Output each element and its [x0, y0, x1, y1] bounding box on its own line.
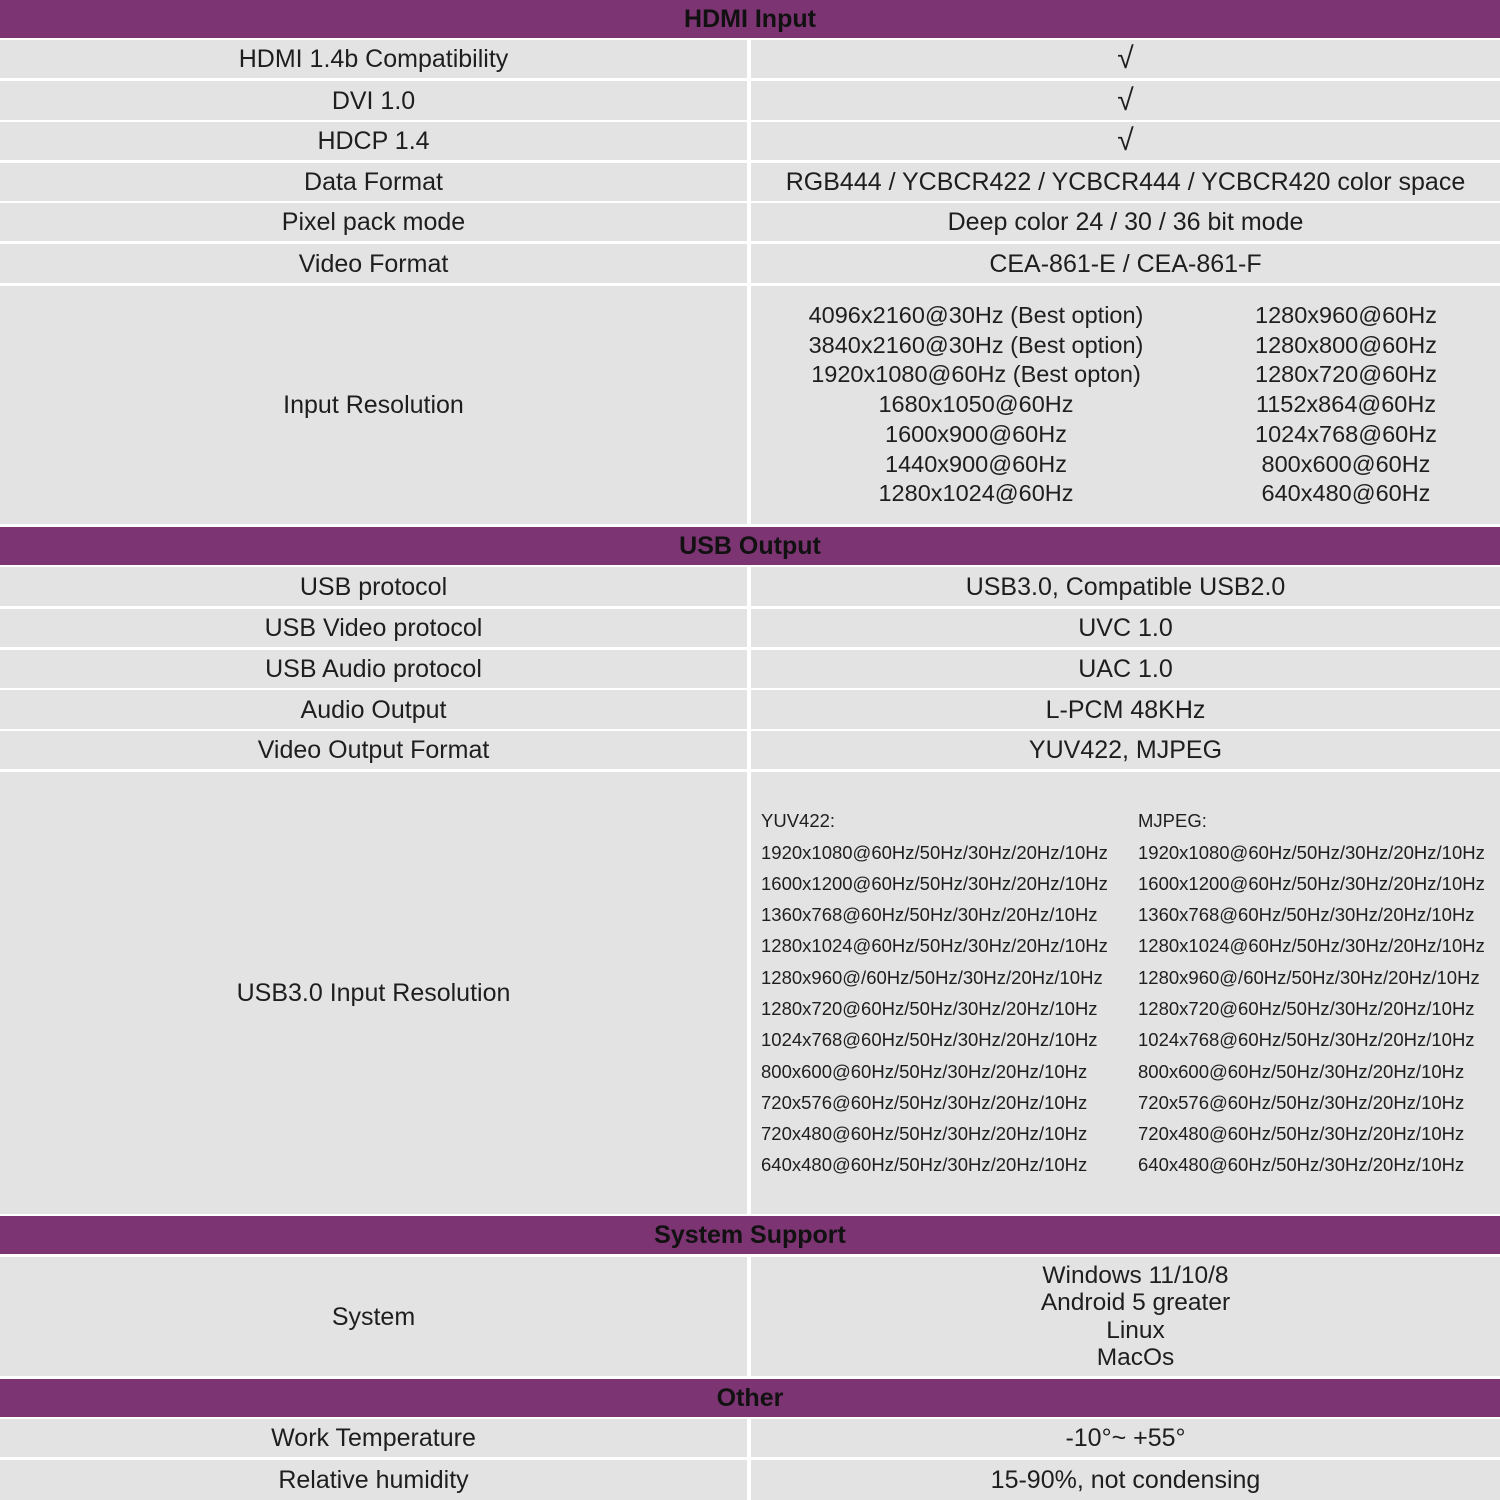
list-item: 1600x900@60Hz: [885, 420, 1067, 447]
list-item: 640x480@60Hz/50Hz/30Hz/20Hz/10Hz: [1138, 1154, 1465, 1176]
list-item: 3840x2160@30Hz (Best option): [808, 331, 1144, 358]
table-row: [0, 731, 1500, 769]
row-label: USB Video protocol: [0, 609, 747, 647]
system-list: [751, 1257, 1500, 1376]
list-item: Linux: [1106, 1316, 1165, 1344]
list-item: 640x480@60Hz/50Hz/30Hz/20Hz/10Hz: [761, 1154, 1088, 1176]
table-row: [0, 650, 1500, 688]
list-item: 1152x864@60Hz: [1255, 391, 1437, 418]
list-item: MacOs: [1096, 1344, 1175, 1371]
section-title: USB Output: [679, 531, 821, 560]
resolution-list: [751, 286, 1500, 524]
table-row: [0, 81, 1500, 120]
table-row: [0, 1419, 1500, 1457]
row-label: HDCP 1.4: [0, 122, 747, 160]
table-row: [0, 1257, 1500, 1376]
row-value: UAC 1.0: [751, 650, 1500, 688]
table-row: [0, 609, 1500, 647]
row-value: YUV422, MJPEG: [751, 731, 1500, 769]
row-value: RGB444 / YCBCR422 / YCBCR444 / YCBCR420 color space: [751, 163, 1500, 201]
resolution-column-2: [1201, 301, 1491, 509]
row-label: Video Format: [0, 244, 747, 283]
row-label: Pixel pack mode: [0, 203, 747, 241]
section-header-hdmi-input: [0, 0, 1500, 38]
list-item: Windows 11/10/8: [1042, 1261, 1229, 1289]
checkmark-icon: √: [751, 40, 1500, 78]
section-title: System Support: [654, 1220, 846, 1249]
list-item: 1280x1024@60Hz: [878, 480, 1074, 507]
list-item: Android 5 greater: [1040, 1289, 1231, 1316]
list-item: 1920x1080@60Hz/50Hz/30Hz/20Hz/10Hz: [1138, 841, 1485, 863]
table-row: [0, 1460, 1500, 1500]
list-item: 800x600@60Hz: [1261, 450, 1431, 477]
row-label: HDMI 1.4b Compatibility: [0, 40, 747, 78]
list-item: 1280x720@60Hz/50Hz/30Hz/20Hz/10Hz: [1138, 998, 1475, 1019]
checkmark-icon: √: [751, 122, 1500, 160]
usb-input-resolution-row: [0, 772, 1500, 1214]
row-value: Deep color 24 / 30 / 36 bit mode: [751, 203, 1500, 241]
table-row: [0, 203, 1500, 241]
row-label: Video Output Format: [0, 731, 747, 769]
list-item: 800x600@60Hz/50Hz/30Hz/20Hz/10Hz: [761, 1060, 1088, 1082]
resolution-column-1: [751, 301, 1201, 509]
list-item: 1024x768@60Hz/50Hz/30Hz/20Hz/10Hz: [761, 1029, 1098, 1051]
list-item: 1680x1050@60Hz: [878, 391, 1074, 418]
list-item: 1024x768@60Hz: [1255, 420, 1437, 447]
section-title: HDMI Input: [684, 4, 816, 33]
system-values: [1021, 1262, 1230, 1372]
resolution-list: [751, 772, 1500, 1214]
list-item: 720x576@60Hz/50Hz/30Hz/20Hz/10Hz: [1138, 1091, 1465, 1113]
list-item: 1280x960@/60Hz/50Hz/30Hz/20Hz/10Hz: [1138, 966, 1480, 988]
row-label: Data Format: [0, 163, 747, 201]
list-item: 720x480@60Hz/50Hz/30Hz/20Hz/10Hz: [761, 1123, 1088, 1145]
resolution-columns: [751, 805, 1500, 1181]
column-heading: MJPEG:: [1138, 810, 1207, 832]
list-item: 1440x900@60Hz: [885, 450, 1067, 477]
row-label: Audio Output: [0, 690, 747, 729]
section-header-usb-output: [0, 527, 1500, 565]
list-item: 1024x768@60Hz/50Hz/30Hz/20Hz/10Hz: [1138, 1029, 1475, 1051]
row-label: DVI 1.0: [0, 81, 747, 120]
row-value: -10°~ +55°: [751, 1419, 1500, 1457]
list-item: 1280x960@60Hz: [1255, 302, 1437, 329]
list-item: 1280x800@60Hz: [1255, 331, 1437, 358]
list-item: 1280x1024@60Hz/50Hz/30Hz/20Hz/10Hz: [761, 935, 1108, 957]
table-row: [0, 690, 1500, 729]
list-item: 1920x1080@60Hz/50Hz/30Hz/20Hz/10Hz: [761, 841, 1108, 863]
list-item: 720x480@60Hz/50Hz/30Hz/20Hz/10Hz: [1138, 1123, 1465, 1145]
list-item: 1280x1024@60Hz/50Hz/30Hz/20Hz/10Hz: [1138, 935, 1485, 957]
list-item: 1360x768@60Hz/50Hz/30Hz/20Hz/10Hz: [761, 904, 1098, 926]
list-item: 1280x720@60Hz: [1255, 361, 1437, 388]
row-value: 15-90%, not condensing: [751, 1460, 1500, 1500]
list-item: 1280x960@/60Hz/50Hz/30Hz/20Hz/10Hz: [761, 966, 1103, 988]
table-row: [0, 244, 1500, 283]
input-resolution-row: [0, 286, 1500, 524]
row-label: Work Temperature: [0, 1419, 747, 1457]
row-value: CEA-861-E / CEA-861-F: [751, 244, 1500, 283]
row-label: Relative humidity: [0, 1460, 747, 1500]
row-label: System: [0, 1257, 747, 1376]
list-item: 4096x2160@30Hz (Best option): [808, 302, 1144, 329]
table-row: [0, 40, 1500, 78]
table-row: [0, 567, 1500, 606]
list-item: 1360x768@60Hz/50Hz/30Hz/20Hz/10Hz: [1138, 904, 1475, 926]
section-header-other: [0, 1379, 1500, 1417]
section-header-system-support: [0, 1216, 1500, 1254]
row-value: L-PCM 48KHz: [751, 690, 1500, 729]
yuv422-column: [761, 805, 1138, 1181]
checkmark-icon: √: [751, 81, 1500, 120]
list-item: 1600x1200@60Hz/50Hz/30Hz/20Hz/10Hz: [1138, 872, 1485, 894]
row-value: UVC 1.0: [751, 609, 1500, 647]
row-value: USB3.0, Compatible USB2.0: [751, 567, 1500, 606]
mjpeg-column: [1138, 805, 1500, 1181]
list-item: 1600x1200@60Hz/50Hz/30Hz/20Hz/10Hz: [761, 872, 1108, 894]
list-item: 720x576@60Hz/50Hz/30Hz/20Hz/10Hz: [761, 1091, 1088, 1113]
list-item: 800x600@60Hz/50Hz/30Hz/20Hz/10Hz: [1138, 1060, 1465, 1082]
resolution-columns: [751, 301, 1500, 509]
row-label: USB Audio protocol: [0, 650, 747, 688]
list-item: 1920x1080@60Hz (Best opton): [811, 361, 1141, 388]
row-label: Input Resolution: [0, 286, 747, 524]
table-row: [0, 163, 1500, 201]
list-item: 640x480@60Hz: [1261, 480, 1431, 507]
column-heading: YUV422:: [761, 810, 836, 832]
row-label: USB protocol: [0, 567, 747, 606]
table-row: [0, 122, 1500, 160]
row-label: USB3.0 Input Resolution: [0, 772, 747, 1214]
list-item: 1280x720@60Hz/50Hz/30Hz/20Hz/10Hz: [761, 998, 1098, 1019]
section-title: Other: [716, 1383, 784, 1412]
